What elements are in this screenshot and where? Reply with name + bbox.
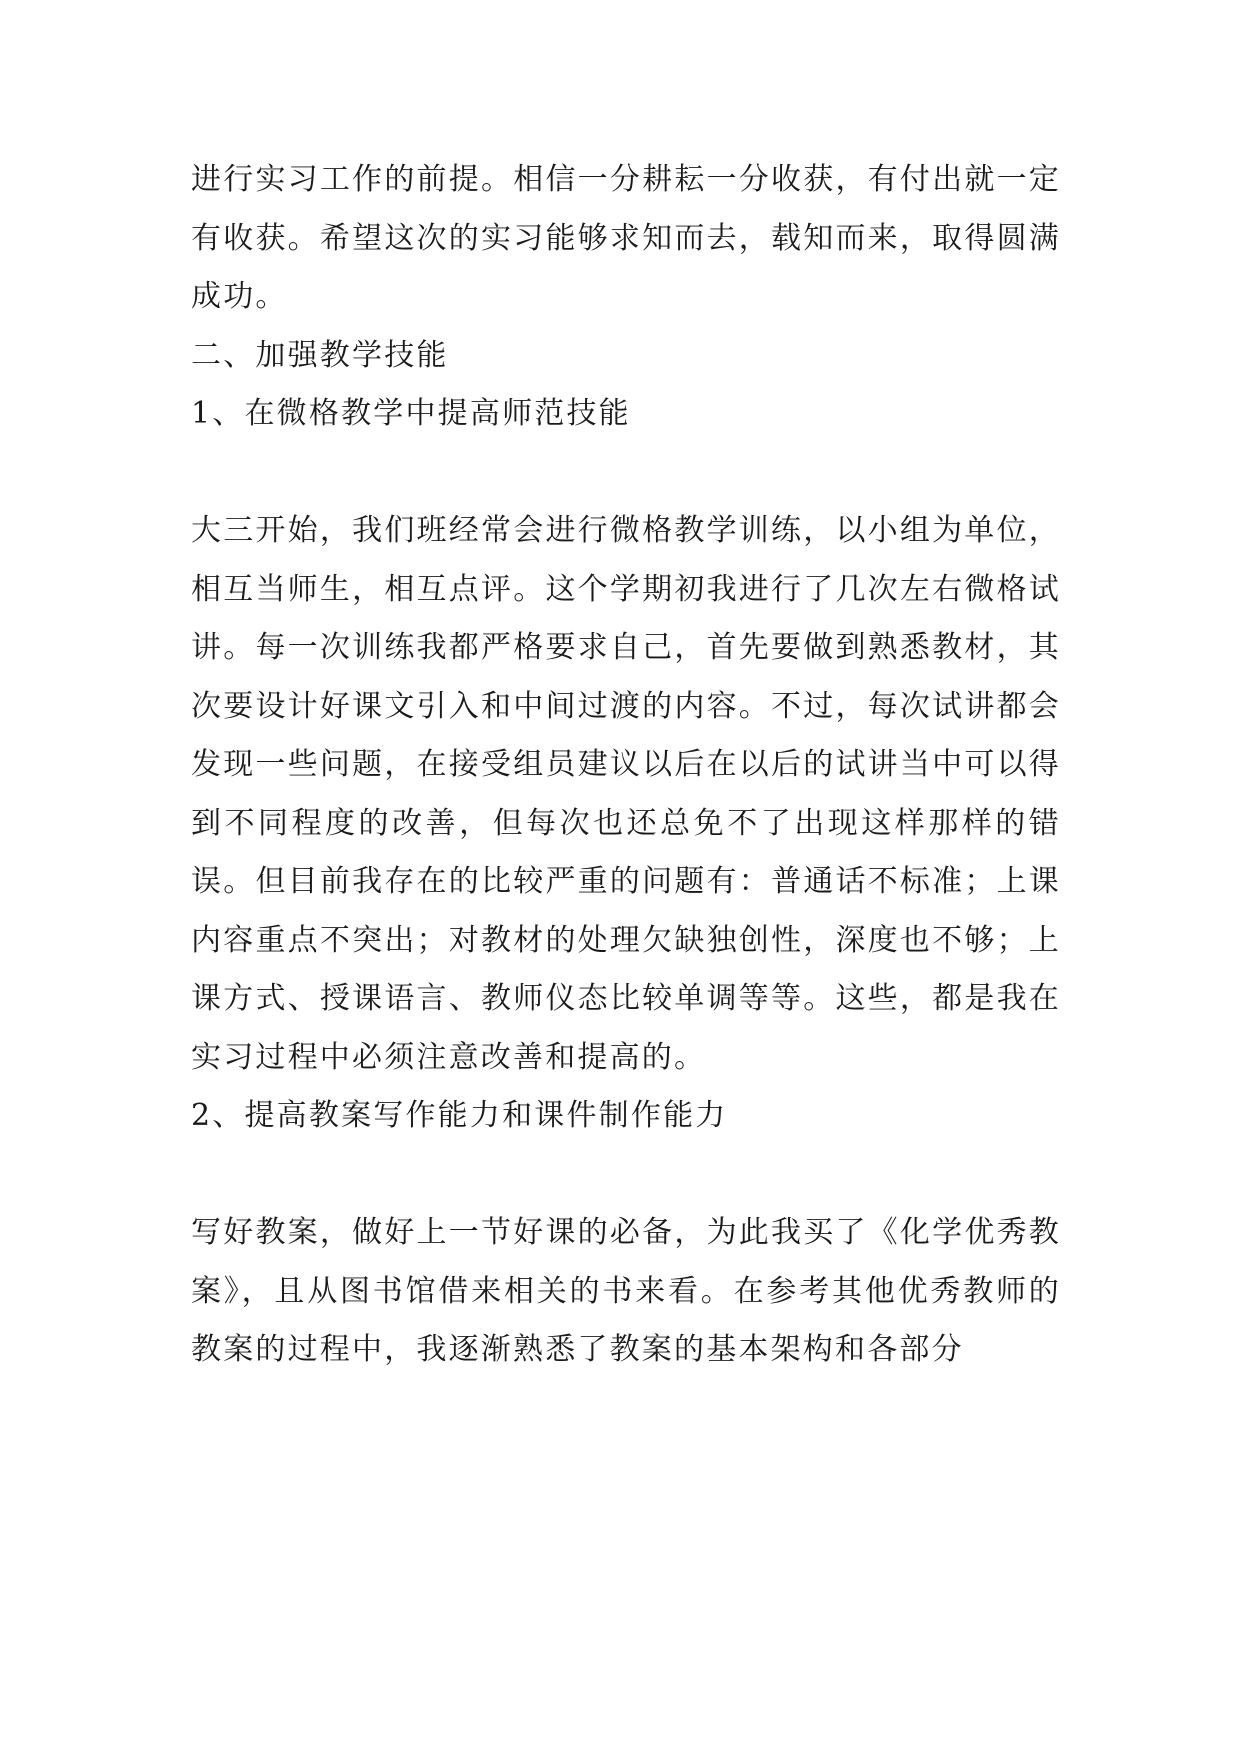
subheading-microteaching: 1、在微格教学中提高师范技能 xyxy=(191,396,631,431)
subheading-lesson-plans: 2、提高教案写作能力和课件制作能力 xyxy=(191,1098,728,1133)
document-body xyxy=(191,151,1061,1380)
paragraph-intro-ending: 进行实习工作的前提。相信一分耕耘一分收获，有付出就一定有收获。希望这次的实习能够求知而去，载知而来，取得圆满成功。 xyxy=(191,162,1061,314)
section-heading-teaching-skills: 二、加强教学技能 xyxy=(191,337,449,373)
paragraph-microteaching: 大三开始，我们班经常会进行微格教学训练，以小组为单位，相互当师生，相互点评。这个学期初我进行了几次左右微格试讲。每一次训练我都严格要求自己，首先要做到熟悉教材，其次要设计好课文引入和中间过渡的内容。不过，每次试讲都会发现一些问题，在接受组员建议以后在以后的试讲当中可以得到不同程度的改善，但每次也还总免不了出现这样那样的错误。但目前我存在的比较严重的问题有：普通话不标准；上课内容重点不突出；对教材的处理欠缺独创性，深度也不够；上课方式、授课语言、教师仪态比较单调等等。这些，都是我在实习过程中必须注意改善和提高的。 xyxy=(191,513,1061,1075)
paragraph-lesson-plans: 写好教案，做好上一节好课的必备，为此我买了《化学优秀教案》，且从图书馆借来相关的书来看。在参考其他优秀教师的教案的过程中，我逐渐熟悉了教案的基本架构和各部分 xyxy=(191,1215,1061,1367)
